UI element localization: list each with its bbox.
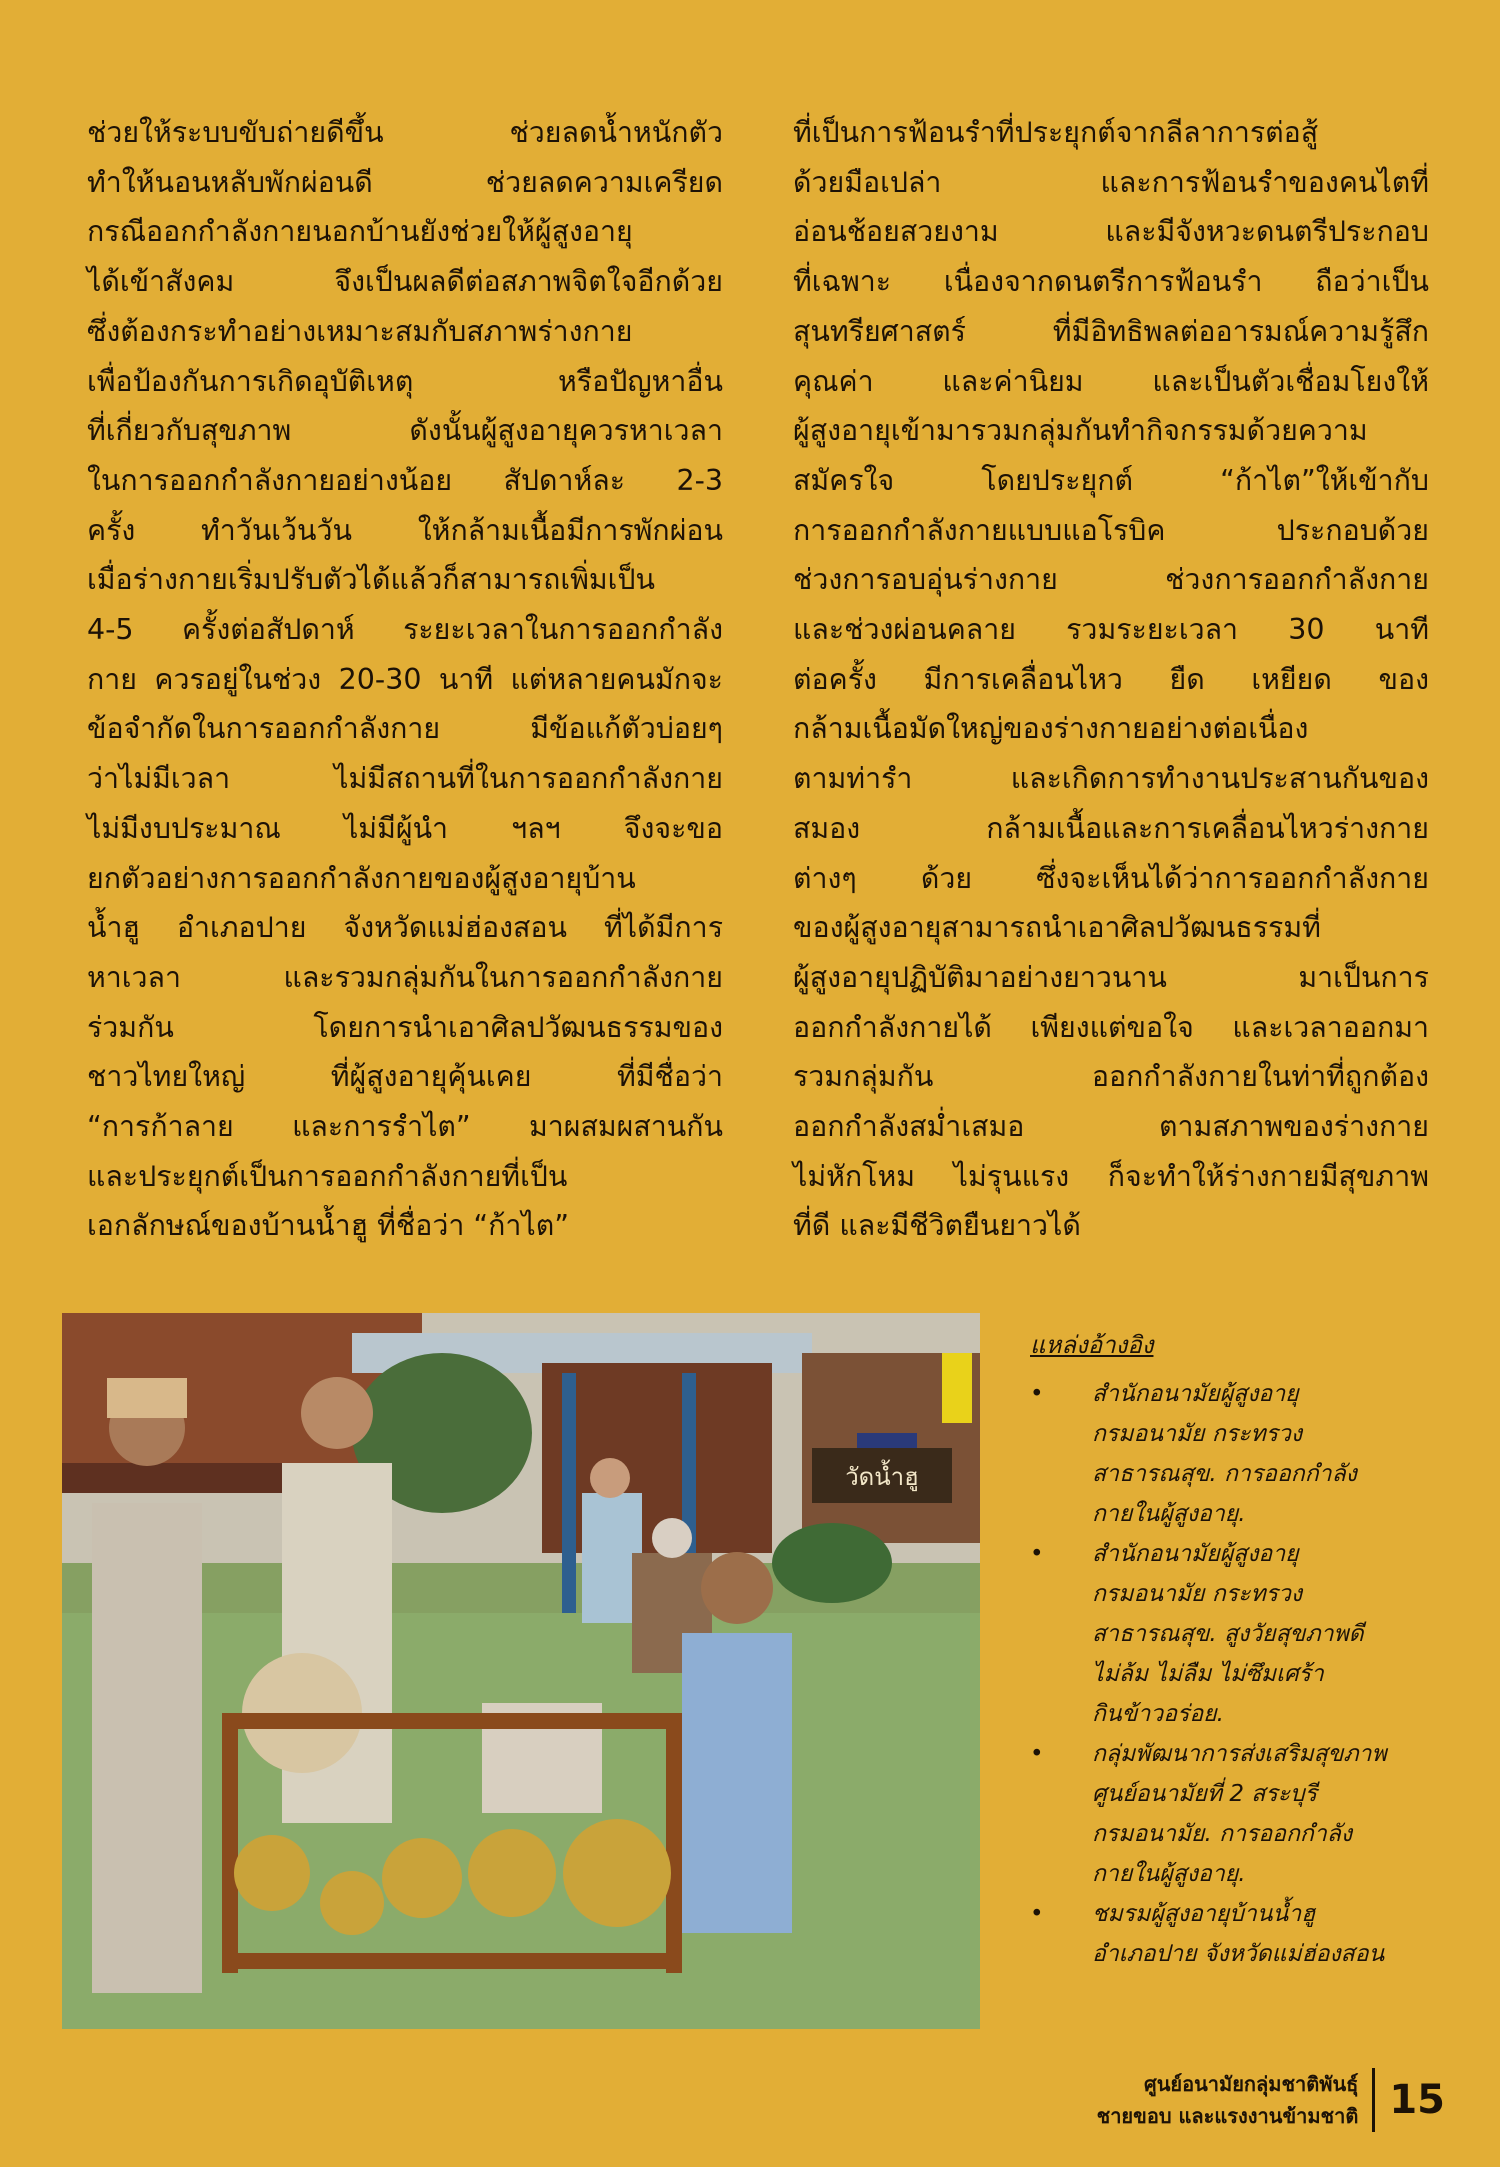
body-line: สมอง กล้ามเนื้อและการเคลื่อนไหวร่างกาย xyxy=(793,811,1429,845)
bullet-icon: • xyxy=(1030,1741,1044,1767)
body-line: กาย ควรอยู่ในช่วง 20-30 นาที แต่หลายคนมักจะ xyxy=(87,662,723,696)
body-line: ช่วงการอบอุ่นร่างกาย ช่วงการออกกำลังกาย xyxy=(793,563,1429,597)
footer-line-2: ชายขอบ และแรงงานข้ามชาติ xyxy=(1096,2104,1359,2128)
reference-line: สำนักอนามัยผู้สูงอายุ xyxy=(1092,1541,1299,1567)
body-line: ตามท่ารำ และเกิดการทำงานประสานกันของ xyxy=(793,762,1429,796)
body-line: ชาวไทยใหญ่ ที่ผู้สูงอายุคุ้นเคย ที่มีชื่อว่า xyxy=(87,1060,723,1094)
reference-item xyxy=(1030,1894,1460,1974)
body-line: ยกตัวอย่างการออกกำลังกายของผู้สูงอายุบ้าน xyxy=(87,861,636,895)
body-line: ได้เข้าสังคม จึงเป็นผลดีต่อสภาพจิตใจอีกด้วย xyxy=(87,265,723,299)
footer-line-1: ศูนย์อนามัยกลุ่มชาติพันธุ์ xyxy=(1144,2072,1359,2096)
body-line: ไม่มีงบประมาณ ไม่มีผู้นำ ฯลฯ จึงจะขอ xyxy=(87,811,723,845)
body-line: ที่เฉพาะ เนื่องจากดนตรีการฟ้อนรำ ถือว่าเป็น xyxy=(793,265,1429,299)
body-line: หาเวลา และรวมกลุ่มกันในการออกกำลังกาย xyxy=(87,960,723,994)
reference-line: สาธารณสุข. การออกกำลัง xyxy=(1092,1461,1357,1487)
body-line: ไม่หักโหม ไม่รุนแรง ก็จะทำให้ร่างกายมีสุขภาพ xyxy=(793,1159,1429,1193)
temple-sign-text: วัดน้ำฮู xyxy=(845,1464,919,1491)
body-line: คุณค่า และค่านิยม และเป็นตัวเชื่อมโยงให้ xyxy=(793,364,1429,398)
reference-line: กรมอนามัย กระทรวง xyxy=(1092,1581,1303,1607)
reference-line: กลุ่มพัฒนาการส่งเสริมสุขภาพ xyxy=(1092,1741,1387,1767)
body-line: สุนทรียศาสตร์ ที่มีอิทธิพลต่ออารมณ์ความรู้สึก xyxy=(793,314,1429,348)
bullet-icon: • xyxy=(1030,1541,1044,1567)
references-title: แหล่งอ้างอิง xyxy=(1030,1331,1154,1359)
reference-line: ชมรมผู้สูงอายุบ้านน้ำฮู xyxy=(1092,1901,1316,1927)
body-line: ของผู้สูงอายุสามารถนำเอาศิลปวัฒนธรรมที่ xyxy=(793,911,1321,945)
body-line: และประยุกต์เป็นการออกกำลังกายที่เป็น xyxy=(87,1159,568,1193)
body-line: ครั้ง ทำวันเว้นวัน ให้กล้ามเนื้อมีการพักผ่อน xyxy=(87,513,723,547)
body-line: เพื่อป้องกันการเกิดอุบัติเหตุ หรือปัญหาอื่น xyxy=(87,364,723,398)
reference-line: อำเภอปาย จังหวัดแม่ฮ่องสอน xyxy=(1092,1941,1385,1967)
body-line: น้ำฮู อำเภอปาย จังหวัดแม่ฮ่องสอน ที่ได้มีการ xyxy=(87,911,723,945)
body-line: ผู้สูงอายุเข้ามารวมกลุ่มกันทำกิจกรรมด้วยความ xyxy=(793,414,1368,448)
reference-line: ไม่ล้ม ไม่ลืม ไม่ซึมเศร้า xyxy=(1092,1661,1324,1687)
body-line: ช่วยให้ระบบขับถ่ายดีขึ้น ช่วยลดน้ำหนักตัว xyxy=(87,116,723,149)
body-line: ต่อครั้ง มีการเคลื่อนไหว ยืด เหยียด ของ xyxy=(793,662,1429,696)
body-column-right xyxy=(793,108,1429,1251)
page-footer xyxy=(1097,2062,1445,2138)
body-line: อ่อนช้อยสวยงาม และมีจังหวะดนตรีประกอบ xyxy=(793,215,1429,249)
body-line: กรณีออกกำลังกายนอกบ้านยังช่วยให้ผู้สูงอายุ xyxy=(87,215,633,249)
footer-organization xyxy=(1097,2068,1376,2132)
body-line: และช่วงผ่อนคลาย รวมระยะเวลา 30 นาที xyxy=(793,613,1429,647)
body-line: ร่วมกัน โดยการนำเอาศิลปวัฒนธรรมของ xyxy=(87,1010,723,1044)
reference-line: กรมอนามัย กระทรวง xyxy=(1092,1421,1303,1447)
body-line: เอกลักษณ์ของบ้านน้ำฮู ที่ชื่อว่า “ก้าไต” xyxy=(87,1209,570,1243)
reference-item xyxy=(1030,1734,1460,1894)
body-line: รวมกลุ่มกัน ออกกำลังกายในท่าที่ถูกต้อง xyxy=(793,1060,1429,1094)
body-line: ที่เกี่ยวกับสุขภาพ ดังนั้นผู้สูงอายุควรหาเวลา xyxy=(87,414,723,448)
reference-line: กินข้าวอร่อย. xyxy=(1092,1701,1224,1727)
body-line: ข้อจำกัดในการออกกำลังกาย มีข้อแก้ตัวบ่อยๆ xyxy=(87,712,723,746)
body-line: ออกกำลังสม่ำเสมอ ตามสภาพของร่างกาย xyxy=(793,1110,1429,1144)
bullet-icon: • xyxy=(1030,1381,1044,1407)
reference-line: กายในผู้สูงอายุ. xyxy=(1092,1501,1246,1527)
reference-item xyxy=(1030,1534,1460,1734)
body-column-left xyxy=(87,108,723,1251)
body-line: 4-5 ครั้งต่อสัปดาห์ ระยะเวลาในการออกกำลัง xyxy=(87,613,723,647)
reference-line: สำนักอนามัยผู้สูงอายุ xyxy=(1092,1381,1299,1407)
body-line: ผู้สูงอายุปฏิบัติมาอย่างยาวนาน มาเป็นการ xyxy=(793,960,1429,994)
body-line: ว่าไม่มีเวลา ไม่มีสถานที่ในการออกกำลังกาย xyxy=(87,762,723,796)
body-line: ออกกำลังกายได้ เพียงแต่ขอใจ และเวลาออกมา xyxy=(793,1010,1429,1044)
page-number: 15 xyxy=(1389,2077,1445,2123)
body-line: ซึ่งต้องกระทำอย่างเหมาะสมกับสภาพร่างกาย xyxy=(87,314,633,348)
body-line: ทำให้นอนหลับพักผ่อนดี ช่วยลดความเครียด xyxy=(87,165,723,199)
references-section xyxy=(1030,1325,1460,1974)
reference-line: กรมอนามัย. การออกกำลัง xyxy=(1092,1821,1353,1847)
reference-line: ศูนย์อนามัยที่ 2 สระบุรี xyxy=(1092,1781,1318,1807)
reference-line: กายในผู้สูงอายุ. xyxy=(1092,1861,1246,1887)
reference-item xyxy=(1030,1374,1460,1534)
body-line: สมัครใจ โดยประยุกต์ “ก้าไต”ให้เข้ากับ xyxy=(793,463,1429,497)
body-line: การออกกำลังกายแบบแอโรบิค ประกอบด้วย xyxy=(793,513,1429,547)
bullet-icon: • xyxy=(1030,1901,1044,1927)
body-line: ด้วยมือเปล่า และการฟ้อนรำของคนไตที่ xyxy=(793,165,1429,199)
body-line: เมื่อร่างกายเริ่มปรับตัวได้แล้วก็สามารถเพิ่มเป็น xyxy=(87,563,655,597)
elderly-musicians-photo xyxy=(62,1313,980,2029)
body-line: ที่ดี และมีชีวิตยืนยาวได้ xyxy=(793,1209,1081,1243)
body-line: ต่างๆ ด้วย ซึ่งจะเห็นได้ว่าการออกกำลังกาย xyxy=(793,861,1429,895)
body-line: “การก้าลาย และการรำไต” มาผสมผสานกัน xyxy=(87,1110,723,1144)
body-line: ในการออกกำลังกายอย่างน้อย สัปดาห์ละ 2-3 xyxy=(87,463,723,497)
body-line: กล้ามเนื้อมัดใหญ่ของร่างกายอย่างต่อเนื่อง xyxy=(793,712,1309,746)
reference-list xyxy=(1030,1374,1460,1974)
reference-line: สาธารณสุข. สูงวัยสุขภาพดี xyxy=(1092,1621,1364,1647)
body-line: ที่เป็นการฟ้อนรำที่ประยุกต์จากลีลาการต่อสู้ xyxy=(793,116,1319,149)
